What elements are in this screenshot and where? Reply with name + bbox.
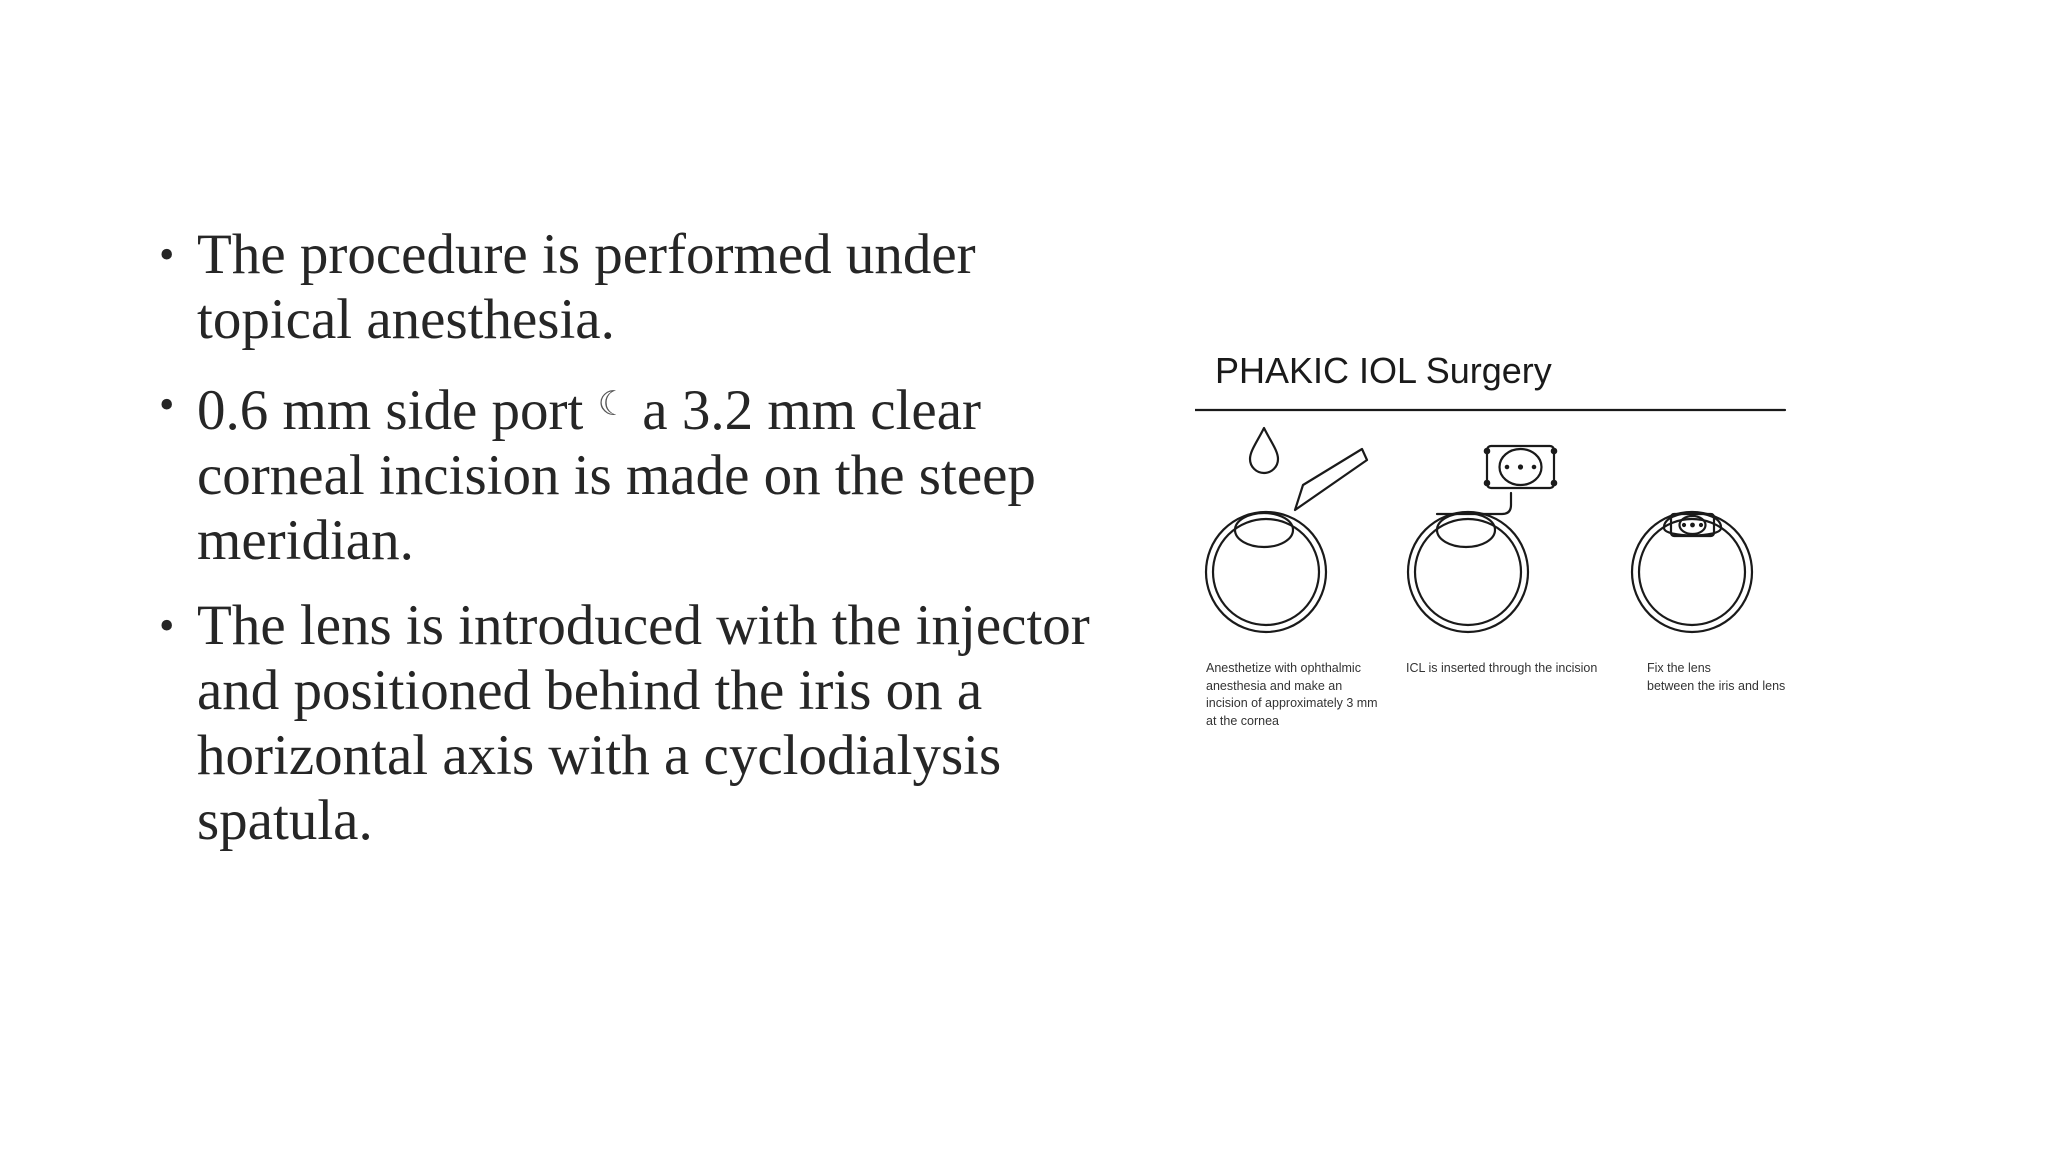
step3-illustration: [1632, 512, 1752, 632]
bullet-text-after: a 3.2 mm clear corneal incision is made on the steep meridian.: [197, 379, 1036, 572]
bullet-icon: •: [159, 230, 175, 279]
step2-illustration: [1408, 446, 1556, 632]
eye-inner-icon: [1213, 519, 1319, 625]
bullet-text: The procedure is performed under topical anesthesia.: [197, 223, 976, 351]
bullet-item-2: [155, 372, 1095, 573]
step3-caption: Fix the lens between the iris and lens: [1647, 661, 1786, 693]
bullet-item-3: [155, 593, 1095, 853]
step1-illustration: [1206, 428, 1367, 632]
scalpel-icon: [1295, 449, 1367, 510]
eye-inner-icon: [1415, 519, 1521, 625]
step1-caption: Anesthetize with ophthalmic anesthesia and make an incision of approximately 3 mm at the cornea: [1206, 661, 1378, 728]
surgery-figure: [1195, 350, 1795, 740]
bullet-icon: •: [159, 380, 175, 429]
step2-caption: ICL is inserted through the incision: [1406, 661, 1598, 675]
bullet-item-1: [155, 222, 1095, 352]
figure-title: PHAKIC IOL Surgery: [1215, 350, 1552, 391]
eye-outer-icon: [1206, 512, 1326, 632]
crescent-moon-icon: ☾: [597, 384, 629, 424]
bullet-icon: •: [159, 601, 175, 650]
bullet-text-before: 0.6 mm side port: [197, 379, 584, 442]
bullet-list: [155, 222, 1095, 873]
eye-drop-icon: [1250, 428, 1278, 473]
insertion-path: [1437, 493, 1511, 514]
eye-outer-icon: [1632, 512, 1752, 632]
eye-outer-icon: [1408, 512, 1528, 632]
bullet-text: The lens is introduced with the injector and positioned behind the iris on a horizontal axis with a cyclodialysis spatula.: [197, 594, 1090, 852]
